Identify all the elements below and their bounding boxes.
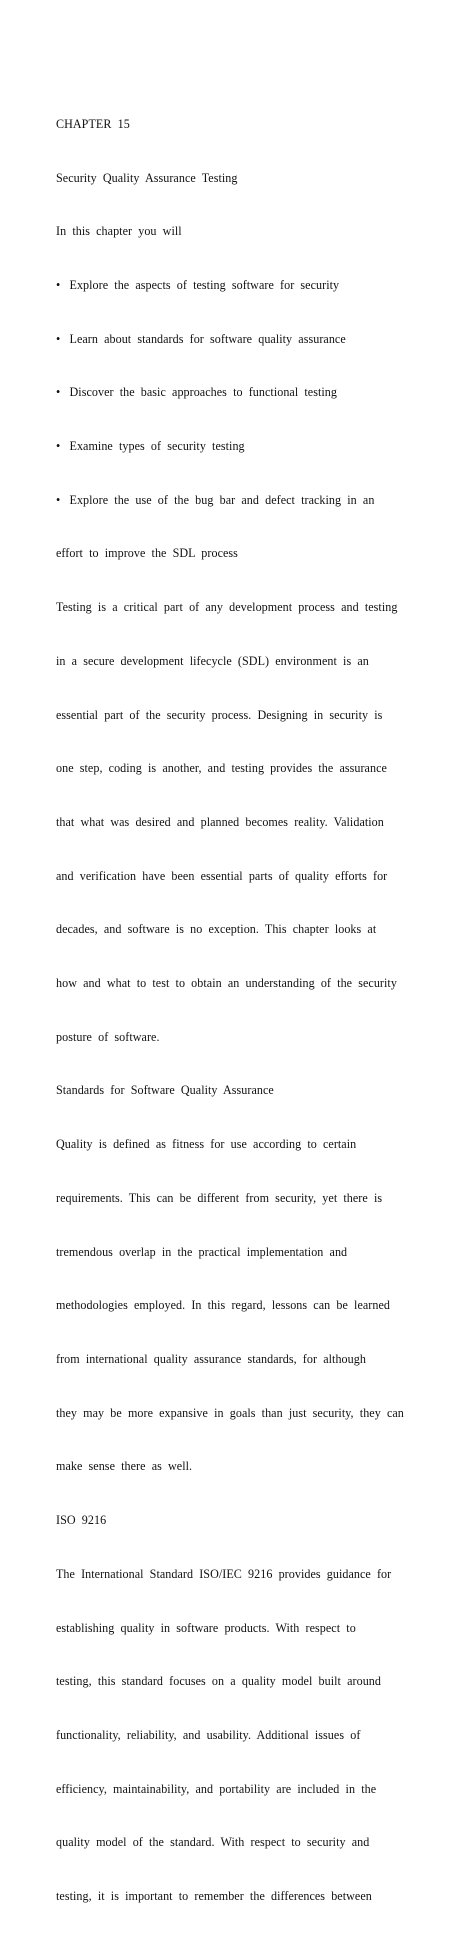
chapter-number: CHAPTER 15 — [56, 116, 130, 131]
objective-item: • Explore the aspects of testing software for security — [56, 277, 340, 292]
paragraph-line: tremendous overlap in the practical implementation and — [56, 1244, 348, 1259]
paragraph-line: establishing quality in software products. With respect to — [56, 1620, 356, 1635]
paragraph-line: in a secure development lifecycle (SDL) environment is an — [56, 653, 369, 668]
objective-item-continued: effort to improve the SDL process — [56, 546, 238, 561]
paragraph-line: from international quality assurance standards, for although — [56, 1351, 366, 1366]
paragraph-line: how and what to test to obtain an understanding of the security — [56, 976, 397, 991]
paragraph-line: essential part of the security process. Designing in security is — [56, 707, 383, 722]
objective-item: • Learn about standards for software quality assurance — [56, 331, 346, 346]
paragraph-line: functionality, reliability, and usability. Additional issues of — [56, 1727, 361, 1742]
objective-item: • Discover the basic approaches to functional testing — [56, 385, 337, 400]
paragraph-line: efficiency, maintainability, and portability are included in the — [56, 1781, 377, 1796]
objective-item: • Examine types of security testing — [56, 439, 245, 454]
paragraph-line: methodologies employed. In this regard, lessons can be learned — [56, 1298, 390, 1313]
chapter-intro: In this chapter you will — [56, 224, 182, 239]
paragraph-line: The International Standard ISO/IEC 9216 provides guidance for — [56, 1566, 392, 1581]
paragraph-line: Quality is defined as fitness for use according to certain — [56, 1137, 357, 1152]
objective-item: • Explore the use of the bug bar and defect tracking in an — [56, 492, 375, 507]
paragraph-line: decades, and software is no exception. This chapter looks at — [56, 922, 377, 937]
paragraph-line: requirements. This can be different from security, yet there is — [56, 1190, 383, 1205]
paragraph-line: that what was desired and planned becomes reality. Validation — [56, 814, 384, 829]
paragraph-line: and verification have been essential parts of quality efforts for — [56, 868, 388, 883]
paragraph-line: one step, coding is another, and testing provides the assurance — [56, 761, 387, 776]
paragraph-line: quality model of the standard. With respect to security and — [56, 1835, 370, 1850]
paragraph-line: they may be more expansive in goals than just security, they can — [56, 1405, 404, 1420]
paragraph-line: Testing is a critical part of any development process and testing — [56, 600, 398, 615]
paragraph-line: posture of software. — [56, 1029, 160, 1044]
paragraph-line: make sense there as well. — [56, 1459, 193, 1474]
section-heading: Standards for Software Quality Assurance — [56, 1083, 274, 1098]
paragraph-line: testing, it is important to remember the differences between — [56, 1889, 372, 1904]
document-text — [56, 80, 446, 1942]
chapter-title: Security Quality Assurance Testing — [56, 170, 238, 185]
paragraph-line: testing, this standard focuses on a quality model built around — [56, 1674, 381, 1689]
subsection-heading: ISO 9216 — [56, 1513, 107, 1528]
